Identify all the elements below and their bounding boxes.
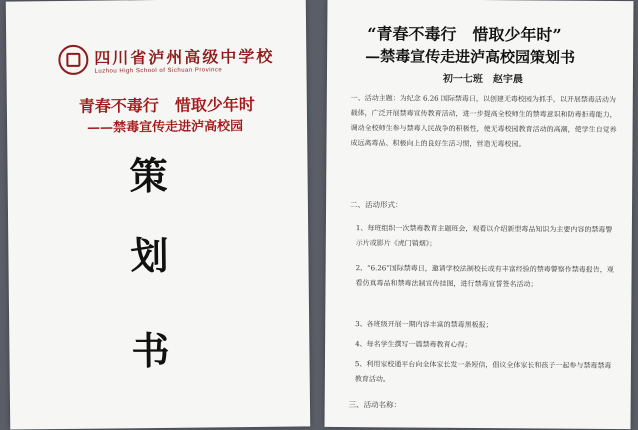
- cover-char-hua: 划: [130, 232, 169, 279]
- cover-char-ce: 策: [129, 152, 168, 199]
- school-name-block: [94, 43, 274, 74]
- school-logo-row: [58, 43, 274, 75]
- plan-subtitle: —禁毒宣传走进泸高校园策划书: [365, 47, 576, 67]
- list-item: 4、每名学生撰写一篇禁毒教育心得；: [355, 340, 472, 349]
- plan-author: 初一七班 赵宇晨: [442, 73, 523, 86]
- cover-title: 青春不毒行 惜取少年时: [78, 94, 255, 116]
- list-item: 3、各班级开展一期内容丰富的禁毒黑板报；: [355, 320, 493, 330]
- cover-char-shu: 书: [131, 327, 170, 374]
- cover-subtitle: ——禁毒宣传走进泸高校园: [87, 119, 244, 136]
- section-theme-paragraph: 一、活动主题：为纪念 6.26 国际禁毒日，以创建无毒校园为抓手，以开展禁毒活动为载体，广泛开展禁毒宣传教育活动，进一步提高全校师生的禁毒意识和防毒拒毒能力，调动全校师生参与禁毒人民战争的积极性，使无毒校园教育活动的高潮，使学生自觉养成远离毒品、积极向上的良好生活习惯，营造无毒校园。: [350, 94, 617, 149]
- plan-title: “青春不毒行 惜取少年时”: [367, 24, 562, 45]
- school-name-cn: 四川省泸州高级中学校: [94, 46, 275, 68]
- list-item: 1、每班组织一次禁毒教育主题班会，观看以介绍新型毒品知识为主要内容的禁毒警示片或影片《虎门销烟》；: [355, 224, 613, 248]
- school-seal-icon: [58, 45, 88, 75]
- list-item: 2、“6.26”国际禁毒日，邀请学校法制校长或有丰富经验的禁毒警察作禁毒报告，观看仿真毒品和禁毒法制宣传挂图，进行禁毒宣誓签名活动；: [355, 264, 614, 289]
- section-form-heading: 二、活动形式：: [350, 200, 403, 210]
- section-name-heading: 三、活动名称：: [348, 400, 402, 410]
- school-name-en: Luzhou High School of Sichuan Province: [94, 66, 223, 75]
- list-item: 5、利用家校通平台向全体家长发一条短信，倡议全体家长和孩子一起参与禁毒禁毒教育活动。: [354, 360, 612, 384]
- plan-page: [325, 0, 634, 429]
- cover-page: [6, 0, 310, 430]
